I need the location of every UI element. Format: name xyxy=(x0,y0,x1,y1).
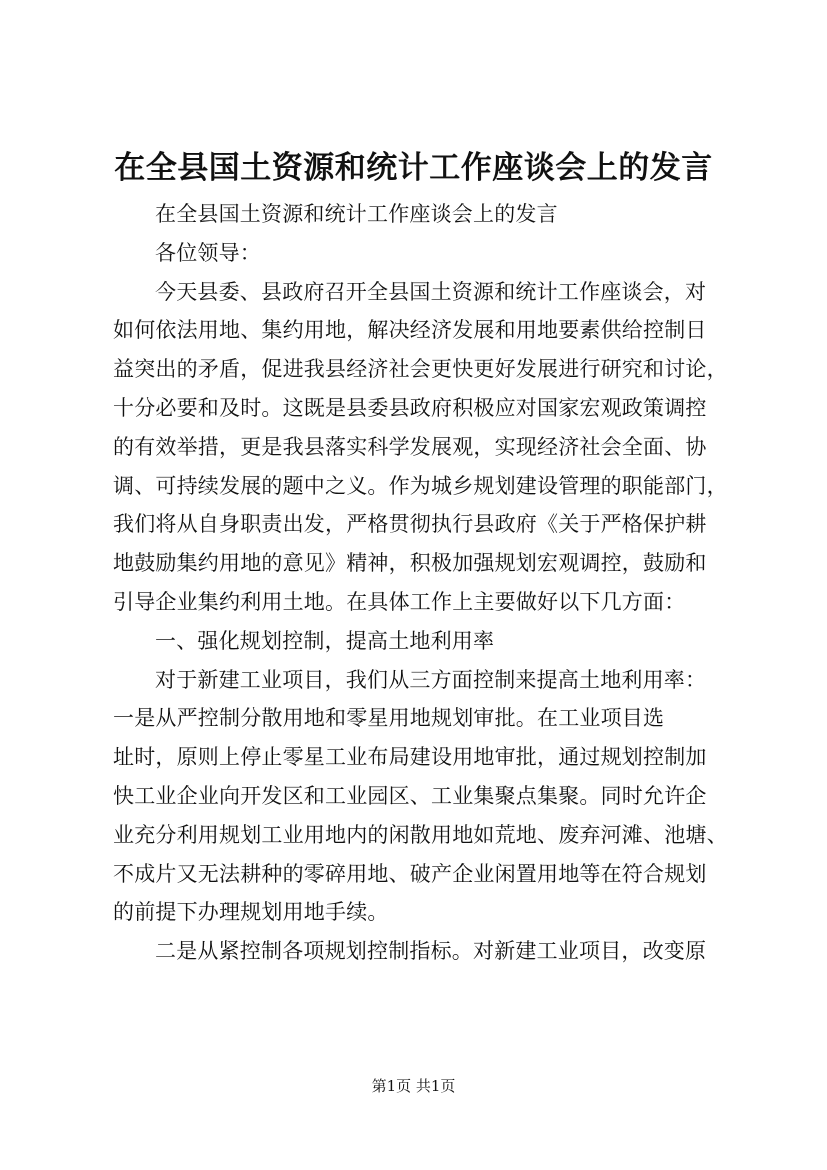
body-line: 十分必要和及时。这既是县委县政府积极应对国家宏观政策调控 xyxy=(113,395,707,420)
body-line: 地鼓励集约用地的意见》精神，积极加强规划宏观调控，鼓励和 xyxy=(113,551,707,576)
body-line: 一是从严控制分散用地和零星用地规划审批。在工业项目选 xyxy=(113,706,665,731)
body-line: 我们将从自身职责出发，严格贯彻执行县政府《关于严格保护耕 xyxy=(113,512,707,537)
page-footer: 第1页 共1页 xyxy=(371,1077,456,1095)
body-line: 益突出的矛盾，促进我县经济社会更快更好发展进行研究和讨论， xyxy=(113,357,728,382)
body-line: 址时，原则上停止零星工业布局建设用地审批，通过规划控制加 xyxy=(113,745,707,770)
body-line: 的前提下办理规划用地手续。 xyxy=(113,900,389,925)
body-line: 不成片又无法耕种的零碎用地、破产企业闲置用地等在符合规划 xyxy=(113,861,707,886)
body-line: 对于新建工业项目，我们从三方面控制来提高土地利用率： xyxy=(155,667,707,692)
body-line: 如何依法用地、集约用地，解决经济发展和用地要素供给控制日 xyxy=(113,318,707,343)
body-line: 今天县委、县政府召开全县国土资源和统计工作座谈会，对 xyxy=(155,279,707,304)
body-line: 业充分利用规划工业用地内的闲散用地如荒地、废弃河滩、池塘、 xyxy=(113,822,728,847)
body-line: 快工业企业向开发区和工业园区、工业集聚点集聚。同时允许企 xyxy=(113,783,707,808)
body-line: 二是从紧控制各项规划控制指标。对新建工业项目，改变原 xyxy=(155,939,707,964)
document-body xyxy=(113,195,733,971)
document-title: 在全县国土资源和统计工作座谈会上的发言 xyxy=(114,150,713,186)
body-line: 在全县国土资源和统计工作座谈会上的发言 xyxy=(155,202,558,226)
body-line: 各位领导： xyxy=(155,240,261,265)
body-line: 调、可持续发展的题中之义。作为城乡规划建设管理的职能部门， xyxy=(113,473,728,498)
section-heading: 一、强化规划控制，提高土地利用率 xyxy=(155,628,495,653)
body-line: 的有效举措，更是我县落实科学发展观，实现经济社会全面、协 xyxy=(113,434,707,459)
body-line: 引导企业集约利用土地。在具体工作上主要做好以下几方面： xyxy=(113,589,686,614)
